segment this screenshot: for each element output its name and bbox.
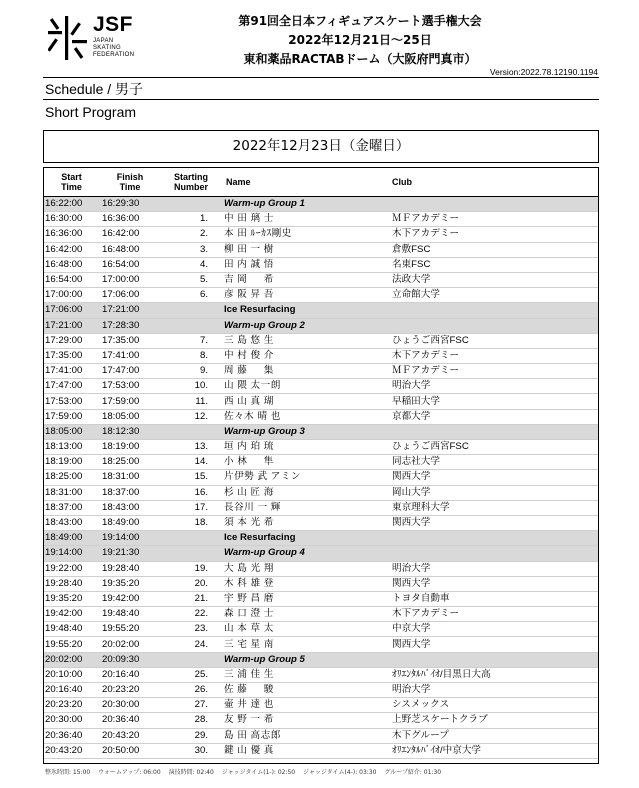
table-row	[43, 394, 599, 409]
start-time: 17:53:00	[43, 394, 100, 409]
table-header-row	[43, 167, 599, 197]
start-time: 20:43:20	[43, 743, 100, 758]
skater-name: 山 隈 太一朗	[222, 379, 390, 394]
starting-number: 16.	[160, 485, 222, 500]
finish-time: 19:14:00	[100, 531, 160, 546]
table-row	[43, 333, 599, 348]
skater-name: 周 藤 集	[222, 364, 390, 379]
start-time: 19:42:00	[43, 607, 100, 622]
day-banner: 2022年12月23日（金曜日）	[43, 130, 599, 163]
finish-time: 17:41:00	[100, 348, 160, 363]
skater-name: 長谷川 一 輝	[222, 500, 390, 515]
starting-number: 29.	[160, 728, 222, 743]
table-row	[43, 576, 599, 591]
skater-name: 柳 田 一 樹	[222, 242, 390, 257]
start-time: 16:30:00	[43, 212, 100, 227]
starting-number: 8.	[160, 348, 222, 363]
skater-name: 三 島 悠 生	[222, 333, 390, 348]
col-starting-number: Starting Number	[160, 167, 222, 197]
skater-name: 森 口 澄 士	[222, 607, 390, 622]
skater-name: 小 林 隼	[222, 455, 390, 470]
finish-time: 17:59:00	[100, 394, 160, 409]
table-row	[43, 515, 599, 530]
finish-time: 20:36:40	[100, 713, 160, 728]
warmup-row	[43, 546, 599, 561]
finish-time: 17:28:30	[100, 318, 160, 333]
skater-club: 立命館大学	[390, 288, 599, 303]
warmup-row	[43, 652, 599, 667]
starting-number: 24.	[160, 637, 222, 652]
skater-club: ＭＦアカデミー	[390, 212, 599, 227]
start-time: 18:25:00	[43, 470, 100, 485]
table-row	[43, 379, 599, 394]
start-time: 18:43:00	[43, 515, 100, 530]
start-time: 20:30:00	[43, 713, 100, 728]
skater-name: 大 島 光 翔	[222, 561, 390, 576]
col-club: Club	[390, 167, 599, 197]
finish-time: 17:47:00	[100, 364, 160, 379]
empty-cell	[390, 531, 599, 546]
finish-time: 20:16:40	[100, 667, 160, 682]
finish-time: 18:37:00	[100, 485, 160, 500]
table-row	[43, 212, 599, 227]
table-row	[43, 242, 599, 257]
skater-club: 法政大学	[390, 272, 599, 287]
skater-name: 佐々木 晴 也	[222, 409, 390, 424]
starting-number: 13.	[160, 440, 222, 455]
skater-name: 山 本 草 太	[222, 622, 390, 637]
timing-footer: 整氷時間: 15:00 ウォームアップ: 06:00 演技時間: 02:40 ジャッジタイム(1-): 02:50 ジャッジタイム(4-): 03:30 グループ紹介: 01:30	[45, 769, 442, 776]
start-time: 20:23:20	[43, 698, 100, 713]
start-time: 19:35:20	[43, 591, 100, 606]
starting-number: 6.	[160, 288, 222, 303]
resurfacing-row	[43, 303, 599, 318]
finish-time: 18:12:30	[100, 424, 160, 439]
finish-time: 16:29:30	[100, 197, 160, 212]
skater-club: 明治大学	[390, 379, 599, 394]
empty-cell	[160, 424, 222, 439]
skater-name: 須 本 光 希	[222, 515, 390, 530]
start-time: 17:21:00	[43, 318, 100, 333]
starting-number: 14.	[160, 455, 222, 470]
starting-number: 5.	[160, 272, 222, 287]
skater-club: ＭＦアカデミー	[390, 364, 599, 379]
skater-club: 早稲田大学	[390, 394, 599, 409]
skater-club: トヨタ自動車	[390, 591, 599, 606]
skater-club: 関西大学	[390, 515, 599, 530]
table-row	[43, 667, 599, 682]
start-time: 17:41:00	[43, 364, 100, 379]
start-time: 20:02:00	[43, 652, 100, 667]
warmup-label: Warm-up Group 5	[222, 652, 390, 667]
empty-cell	[160, 652, 222, 667]
table-row	[43, 683, 599, 698]
program-title: Short Program	[45, 104, 137, 120]
logo-abbr: JSF	[93, 13, 134, 36]
starting-number: 22.	[160, 607, 222, 622]
header-divider	[43, 77, 599, 78]
finish-time: 17:00:00	[100, 272, 160, 287]
warmup-label: Warm-up Group 2	[222, 318, 390, 333]
skater-club: 名東FSC	[390, 257, 599, 272]
empty-cell	[390, 546, 599, 561]
table-row	[43, 500, 599, 515]
finish-time: 19:48:40	[100, 607, 160, 622]
logo-line3: FEDERATION	[93, 52, 135, 58]
skater-club: 同志社大学	[390, 455, 599, 470]
empty-cell	[390, 652, 599, 667]
start-time: 20:16:40	[43, 683, 100, 698]
warmup-label: Warm-up Group 3	[222, 424, 390, 439]
start-time: 18:13:00	[43, 440, 100, 455]
schedule-title: Schedule / 男子	[45, 81, 144, 97]
col-start-time: Start Time	[43, 167, 100, 197]
start-time: 17:35:00	[43, 348, 100, 363]
finish-time: 18:05:00	[100, 409, 160, 424]
version-label: Version:2022.78.12190.1194	[489, 67, 598, 77]
finish-time: 19:28:40	[100, 561, 160, 576]
finish-time: 20:43:20	[100, 728, 160, 743]
start-time: 17:06:00	[43, 303, 100, 318]
start-time: 18:49:00	[43, 531, 100, 546]
table-row	[43, 364, 599, 379]
start-time: 16:54:00	[43, 272, 100, 287]
finish-time: 20:30:00	[100, 698, 160, 713]
start-time: 20:10:00	[43, 667, 100, 682]
finish-time: 17:35:00	[100, 333, 160, 348]
skater-club: 上野芝スケートクラブ	[390, 713, 599, 728]
skater-club: 関西大学	[390, 637, 599, 652]
schedule-table	[43, 167, 599, 759]
col-finish-time: Finish Time	[100, 167, 160, 197]
skater-club: シスメックス	[390, 698, 599, 713]
skater-club: 木下アカデミー	[390, 348, 599, 363]
table-row	[43, 257, 599, 272]
event-dates: 2022年12月21日～25日	[288, 33, 432, 47]
start-time: 19:22:00	[43, 561, 100, 576]
start-time: 20:36:40	[43, 728, 100, 743]
start-time: 17:47:00	[43, 379, 100, 394]
skater-name: 吉 岡 希	[222, 272, 390, 287]
finish-time: 19:35:20	[100, 576, 160, 591]
skater-name: 木 科 雄 登	[222, 576, 390, 591]
finish-time: 19:42:00	[100, 591, 160, 606]
start-time: 18:31:00	[43, 485, 100, 500]
logo-line1: JAPAN	[93, 38, 114, 44]
jsf-emblem-icon	[48, 14, 90, 62]
starting-number: 9.	[160, 364, 222, 379]
skater-name: 三 浦 佳 生	[222, 667, 390, 682]
starting-number: 12.	[160, 409, 222, 424]
start-time: 16:36:00	[43, 227, 100, 242]
finish-time: 19:21:30	[100, 546, 160, 561]
skater-club: 木下グループ	[390, 728, 599, 743]
finish-time: 17:21:00	[100, 303, 160, 318]
skater-club: 岡山大学	[390, 485, 599, 500]
skater-club: ひょうご西宮FSC	[390, 440, 599, 455]
skater-name: 佐 藤 駿	[222, 683, 390, 698]
skater-club: 明治大学	[390, 561, 599, 576]
resurfacing-label: Ice Resurfacing	[222, 531, 390, 546]
warmup-label: Warm-up Group 4	[222, 546, 390, 561]
skater-name: 本 田 ﾙｰｶｽ剛史	[222, 227, 390, 242]
finish-time: 16:48:00	[100, 242, 160, 257]
skater-name: 片伊勢 武 アミン	[222, 470, 390, 485]
finish-time: 20:50:00	[100, 743, 160, 758]
starting-number: 18.	[160, 515, 222, 530]
starting-number: 30.	[160, 743, 222, 758]
skater-name: 田 内 誠 悟	[222, 257, 390, 272]
table-row	[43, 607, 599, 622]
table-row	[43, 455, 599, 470]
finish-time: 20:02:00	[100, 637, 160, 652]
skater-club: ｵﾘｴﾝﾀﾙﾊﾞｲｵ/目黒日大高	[390, 667, 599, 682]
logo-line2: SKATING	[93, 45, 121, 51]
skater-name: 彦 阪 昇 吾	[222, 288, 390, 303]
start-time: 18:37:00	[43, 500, 100, 515]
skater-club: ｵﾘｴﾝﾀﾙﾊﾞｲｵ/中京大学	[390, 743, 599, 758]
table-row	[43, 698, 599, 713]
empty-cell	[160, 197, 222, 212]
starting-number: 4.	[160, 257, 222, 272]
skater-club: 中京大学	[390, 622, 599, 637]
empty-cell	[160, 318, 222, 333]
skater-name: 杉 山 匠 海	[222, 485, 390, 500]
starting-number: 27.	[160, 698, 222, 713]
warmup-row	[43, 424, 599, 439]
start-time: 17:00:00	[43, 288, 100, 303]
start-time: 19:14:00	[43, 546, 100, 561]
finish-time: 16:42:00	[100, 227, 160, 242]
start-time: 18:05:00	[43, 424, 100, 439]
skater-club: 京都大学	[390, 409, 599, 424]
starting-number: 25.	[160, 667, 222, 682]
starting-number: 23.	[160, 622, 222, 637]
schedule-divider	[43, 99, 599, 100]
start-time: 19:55:20	[43, 637, 100, 652]
skater-club: 木下アカデミー	[390, 227, 599, 242]
skater-name: 島 田 高志郎	[222, 728, 390, 743]
empty-cell	[390, 424, 599, 439]
table-row	[43, 591, 599, 606]
event-venue: 東和薬品RACTABドーム（大阪府門真市）	[243, 52, 477, 66]
event-title: 第91回全日本フィギュアスケート選手権大会	[238, 14, 482, 28]
finish-time: 18:31:00	[100, 470, 160, 485]
finish-time: 16:54:00	[100, 257, 160, 272]
start-time: 19:48:40	[43, 622, 100, 637]
table-row	[43, 728, 599, 743]
skater-club: 倉敷FSC	[390, 242, 599, 257]
finish-time: 19:55:20	[100, 622, 160, 637]
table-row	[43, 561, 599, 576]
jsf-logo	[48, 14, 160, 62]
skater-name: 垣 内 珀 琉	[222, 440, 390, 455]
start-time: 17:59:00	[43, 409, 100, 424]
finish-time: 18:19:00	[100, 440, 160, 455]
warmup-row	[43, 197, 599, 212]
resurfacing-label: Ice Resurfacing	[222, 303, 390, 318]
skater-club: 関西大学	[390, 576, 599, 591]
skater-name: 西 山 真 瑚	[222, 394, 390, 409]
finish-time: 17:06:00	[100, 288, 160, 303]
table-row	[43, 348, 599, 363]
start-time: 19:28:40	[43, 576, 100, 591]
start-time: 17:29:00	[43, 333, 100, 348]
starting-number: 7.	[160, 333, 222, 348]
skater-name: 中 村 俊 介	[222, 348, 390, 363]
finish-time: 20:23:20	[100, 683, 160, 698]
warmup-row	[43, 318, 599, 333]
starting-number: 2.	[160, 227, 222, 242]
col-name: Name	[222, 167, 390, 197]
table-row	[43, 713, 599, 728]
starting-number: 21.	[160, 591, 222, 606]
table-row	[43, 743, 599, 758]
start-time: 16:48:00	[43, 257, 100, 272]
starting-number: 26.	[160, 683, 222, 698]
empty-cell	[160, 531, 222, 546]
table-row	[43, 409, 599, 424]
finish-time: 20:09:30	[100, 652, 160, 667]
skater-name: 鍵 山 優 真	[222, 743, 390, 758]
finish-time: 18:43:00	[100, 500, 160, 515]
skater-name: 壷 井 達 也	[222, 698, 390, 713]
starting-number: 11.	[160, 394, 222, 409]
finish-time: 18:49:00	[100, 515, 160, 530]
start-time: 16:42:00	[43, 242, 100, 257]
finish-time: 17:53:00	[100, 379, 160, 394]
skater-club: 明治大学	[390, 683, 599, 698]
empty-cell	[160, 303, 222, 318]
warmup-label: Warm-up Group 1	[222, 197, 390, 212]
starting-number: 15.	[160, 470, 222, 485]
finish-time: 18:25:00	[100, 455, 160, 470]
skater-name: 三 宅 星 南	[222, 637, 390, 652]
skater-club: ひょうご西宮FSC	[390, 333, 599, 348]
skater-name: 友 野 一 希	[222, 713, 390, 728]
start-time: 16:22:00	[43, 197, 100, 212]
table-row	[43, 622, 599, 637]
table-row	[43, 272, 599, 287]
start-time: 18:19:00	[43, 455, 100, 470]
table-row	[43, 440, 599, 455]
starting-number: 28.	[160, 713, 222, 728]
skater-club: 木下アカデミー	[390, 607, 599, 622]
empty-cell	[160, 546, 222, 561]
table-row	[43, 470, 599, 485]
starting-number: 20.	[160, 576, 222, 591]
starting-number: 17.	[160, 500, 222, 515]
empty-cell	[390, 197, 599, 212]
empty-cell	[390, 303, 599, 318]
starting-number: 1.	[160, 212, 222, 227]
skater-name: 宇 野 昌 磨	[222, 591, 390, 606]
table-row	[43, 288, 599, 303]
starting-number: 3.	[160, 242, 222, 257]
empty-cell	[390, 318, 599, 333]
starting-number: 10.	[160, 379, 222, 394]
skater-club: 東京理科大学	[390, 500, 599, 515]
skater-name: 中 田 璃 士	[222, 212, 390, 227]
resurfacing-row	[43, 531, 599, 546]
finish-time: 16:36:00	[100, 212, 160, 227]
starting-number: 19.	[160, 561, 222, 576]
skater-club: 関西大学	[390, 470, 599, 485]
table-row	[43, 227, 599, 242]
table-row	[43, 637, 599, 652]
table-row	[43, 485, 599, 500]
